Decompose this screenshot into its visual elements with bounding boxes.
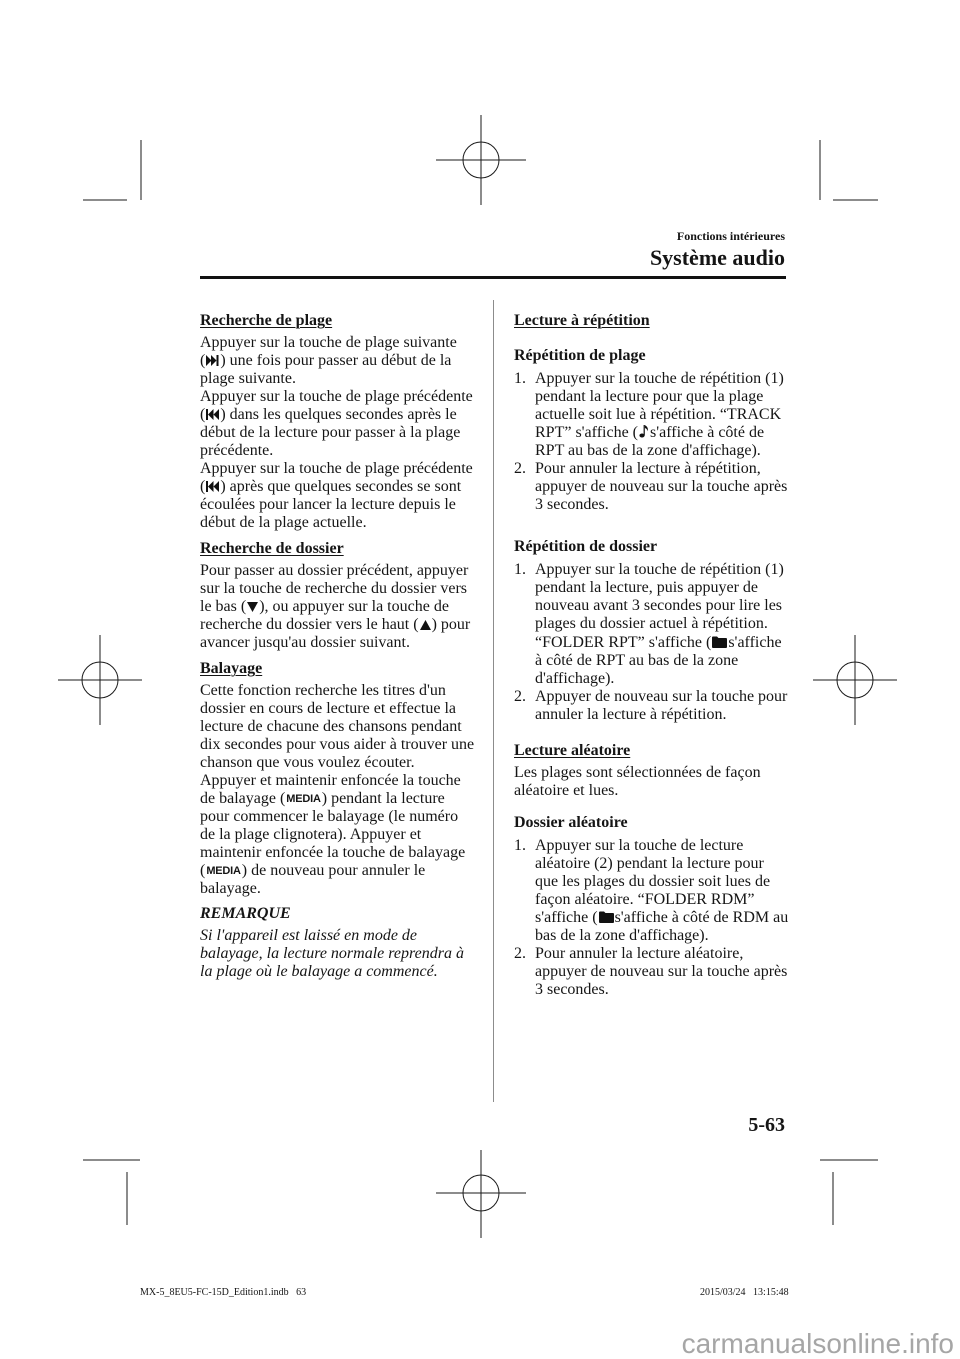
text-line: Appuyer et maintenir enfoncée la touche bbox=[200, 772, 461, 789]
previous-track-icon bbox=[206, 479, 219, 495]
section-heading: Lecture aléatoire bbox=[514, 742, 631, 759]
text-line: de la plage clignotera). Appuyer et bbox=[200, 826, 422, 843]
arrow-up-icon bbox=[420, 617, 431, 633]
watermark: carmanualsonline.info bbox=[681, 1328, 954, 1359]
note-label: REMARQUE bbox=[200, 905, 291, 922]
crop-mark-bottom-right bbox=[820, 1160, 878, 1225]
note-text bbox=[200, 927, 485, 981]
text-line: début de la lecture pour passer à la plage bbox=[200, 424, 461, 441]
text-line: lecture de chacune des chansons pendant bbox=[200, 718, 462, 735]
text-line: avancer jusqu'au dossier suivant. bbox=[200, 634, 410, 651]
text-segment: s'affiche bbox=[728, 634, 782, 651]
text-line: RPT au bas de la zone d'affichage). bbox=[535, 442, 761, 459]
subsection-heading: Dossier aléatoire bbox=[514, 814, 628, 831]
text-line: balayage, la lecture normale reprendra à bbox=[200, 945, 464, 962]
list-item-text bbox=[535, 460, 799, 514]
list-item bbox=[514, 688, 799, 724]
text-segment: ( bbox=[200, 352, 206, 369]
text-segment: de balayage ( bbox=[200, 790, 286, 807]
text-line: annuler la lecture à répétition. bbox=[535, 706, 727, 723]
right-column bbox=[514, 312, 799, 999]
text-segment: ( bbox=[200, 478, 206, 495]
text-line bbox=[200, 406, 485, 424]
text-line: balayage. bbox=[200, 880, 261, 897]
list-number: 2. bbox=[514, 945, 526, 962]
paragraph bbox=[200, 562, 485, 652]
list-item bbox=[514, 945, 799, 999]
footer-timestamp: 2015/03/24 13:15:48 bbox=[700, 1287, 789, 1298]
paragraph bbox=[200, 388, 485, 460]
text-segment: le bas ( bbox=[200, 598, 247, 615]
text-line: Appuyer de nouveau sur la touche pour bbox=[535, 688, 788, 705]
crop-mark-top-left bbox=[83, 140, 141, 200]
text-line bbox=[200, 478, 485, 496]
paragraph bbox=[200, 772, 485, 898]
text-line: Appuyer sur la touche de plage suivante bbox=[200, 334, 457, 351]
text-line: pendant la lecture pour que la plage bbox=[535, 388, 764, 405]
text-line: dossier en cours de lecture et effectue la bbox=[200, 700, 457, 717]
header-rule bbox=[200, 276, 786, 279]
list-item-text bbox=[535, 370, 799, 460]
text-segment: ) de nouveau pour annuler le bbox=[241, 862, 426, 879]
text-segment: ) après que quelques secondes se sont bbox=[220, 478, 462, 495]
arrow-down-icon bbox=[247, 599, 258, 615]
text-segment: ) une fois pour passer au début de la bbox=[220, 352, 452, 369]
chapter-label: Fonctions intérieures bbox=[676, 229, 785, 243]
crop-mark-top-right bbox=[820, 140, 878, 200]
folder-icon bbox=[712, 635, 727, 651]
text-segment: ( bbox=[200, 862, 206, 879]
page-number: 5-63 bbox=[748, 1114, 785, 1136]
previous-track-icon bbox=[206, 407, 219, 423]
list-item-text bbox=[535, 561, 799, 688]
text-segment: “FOLDER RPT” s'affiche ( bbox=[535, 634, 712, 651]
text-line: Cette fonction recherche les titres d'un bbox=[200, 682, 446, 699]
text-line: 3 secondes. bbox=[535, 496, 609, 513]
crop-mark-bottom-left bbox=[83, 1160, 140, 1225]
text-line: Pour passer au dossier précédent, appuyer bbox=[200, 562, 469, 579]
media-button-icon: MEDIA bbox=[286, 793, 321, 805]
text-line: Les plages sont sélectionnées de façon bbox=[514, 764, 761, 781]
text-line: sur la touche de recherche du dossier vers bbox=[200, 580, 467, 597]
text-segment: ) pour bbox=[431, 616, 471, 633]
text-line bbox=[200, 598, 485, 616]
text-line: aléatoire (2) pendant la lecture pour bbox=[535, 855, 764, 872]
list-number: 2. bbox=[514, 688, 526, 705]
text-line: Appuyer sur la touche de répétition (1) bbox=[535, 370, 784, 387]
text-segment: s'affiche à côté de RDM au bbox=[614, 909, 789, 926]
text-line bbox=[535, 634, 799, 652]
folder-icon bbox=[599, 910, 614, 926]
text-line: précédente. bbox=[200, 442, 274, 459]
text-line: pour commencer le balayage (le numéro bbox=[200, 808, 459, 825]
text-line: Pour annuler la lecture aléatoire, bbox=[535, 945, 744, 962]
text-line: aléatoire et lues. bbox=[514, 782, 619, 799]
text-line: dix secondes pour vous aider à trouver une bbox=[200, 736, 475, 753]
list-number: 1. bbox=[514, 561, 526, 578]
subsection-heading: Répétition de dossier bbox=[514, 538, 658, 555]
list-item bbox=[514, 460, 799, 514]
list-item bbox=[514, 370, 799, 460]
section-heading: Lecture à répétition bbox=[514, 312, 650, 329]
next-track-icon bbox=[206, 353, 219, 369]
text-line: début de la plage actuelle. bbox=[200, 514, 367, 531]
text-line: Appuyer sur la touche de répétition (1) bbox=[535, 561, 784, 578]
text-line: bas de la zone d'affichage). bbox=[535, 927, 709, 944]
text-line bbox=[200, 352, 485, 370]
text-line: d'affichage). bbox=[535, 670, 615, 687]
text-line: appuyer de nouveau sur la touche après bbox=[535, 963, 788, 980]
text-segment: ), ou appuyer sur la touche de bbox=[259, 598, 449, 615]
text-line: Pour annuler la lecture à répétition, bbox=[535, 460, 761, 477]
registration-mark-right bbox=[813, 635, 897, 725]
column-divider bbox=[493, 300, 494, 1102]
list-item-text bbox=[535, 945, 799, 999]
text-line: que les plages du dossier soit lues de bbox=[535, 873, 771, 890]
subsection-heading: Répétition de plage bbox=[514, 347, 646, 364]
section-heading: Recherche de plage bbox=[200, 312, 333, 329]
text-line: Appuyer sur la touche de plage précédente bbox=[200, 388, 473, 405]
list-number: 1. bbox=[514, 837, 526, 854]
list-number: 1. bbox=[514, 370, 526, 387]
text-line: maintenir enfoncée la touche de balayage bbox=[200, 844, 466, 861]
text-line bbox=[535, 909, 799, 927]
list-item bbox=[514, 837, 799, 945]
text-line: nouveau avant 3 secondes pour lire les bbox=[535, 597, 783, 614]
text-line: plage suivante. bbox=[200, 370, 296, 387]
text-line: actuelle soit lue à répétition. “TRACK bbox=[535, 406, 782, 423]
paragraph bbox=[514, 764, 799, 800]
list-item-text bbox=[535, 837, 799, 945]
registration-mark-top bbox=[436, 115, 526, 205]
section-heading: Recherche de dossier bbox=[200, 540, 344, 557]
text-segment: ) dans les quelques secondes après le bbox=[220, 406, 457, 423]
text-line: Appuyer sur la touche de plage précédente bbox=[200, 460, 473, 477]
text-line: appuyer de nouveau sur la touche après bbox=[535, 478, 788, 495]
paragraph bbox=[200, 460, 485, 532]
section-heading: Balayage bbox=[200, 660, 263, 677]
text-line bbox=[200, 862, 485, 880]
text-line: façon aléatoire. “FOLDER RDM” bbox=[535, 891, 755, 908]
text-line: à côté de RPT au bas de la zone bbox=[535, 652, 739, 669]
footer-file-name: MX-5_8EU5-FC-15D_Edition1.indb 63 bbox=[140, 1287, 307, 1298]
text-segment: s'affiche ( bbox=[535, 909, 598, 926]
text-line: plages du dossier actuel à répétition. bbox=[535, 615, 768, 632]
list-item-text bbox=[535, 688, 799, 724]
registration-mark-bottom bbox=[436, 1150, 526, 1238]
left-column bbox=[200, 312, 485, 981]
paragraph bbox=[200, 334, 485, 388]
text-line bbox=[200, 616, 485, 634]
text-line: pendant la lecture, puis appuyer de bbox=[535, 579, 759, 596]
registration-mark-left bbox=[58, 635, 142, 725]
list-number: 2. bbox=[514, 460, 526, 477]
text-line bbox=[535, 424, 799, 442]
text-segment: ( bbox=[200, 406, 206, 423]
text-line: 3 secondes. bbox=[535, 981, 609, 998]
text-line: écoulées pour lancer la lecture depuis le bbox=[200, 496, 456, 513]
text-segment: s'affiche à côté de bbox=[650, 424, 765, 441]
text-segment: ) pendant la lecture bbox=[321, 790, 445, 807]
text-line: Si l'appareil est laissé en mode de bbox=[200, 927, 418, 944]
text-line: Appuyer sur la touche de lecture bbox=[535, 837, 744, 854]
list-item bbox=[514, 561, 799, 688]
paragraph bbox=[200, 682, 485, 772]
text-line bbox=[200, 790, 485, 808]
media-button-icon: MEDIA bbox=[206, 865, 241, 877]
list-item-detail bbox=[535, 634, 799, 688]
page-title: Système audio bbox=[649, 245, 785, 270]
text-segment: recherche du dossier vers le haut ( bbox=[200, 616, 419, 633]
text-segment: RPT” s'affiche ( bbox=[535, 424, 638, 441]
music-note-icon bbox=[639, 424, 649, 441]
text-line: la plage où le balayage a commencé. bbox=[200, 963, 438, 980]
text-line: chanson que vous voulez écouter. bbox=[200, 754, 415, 771]
